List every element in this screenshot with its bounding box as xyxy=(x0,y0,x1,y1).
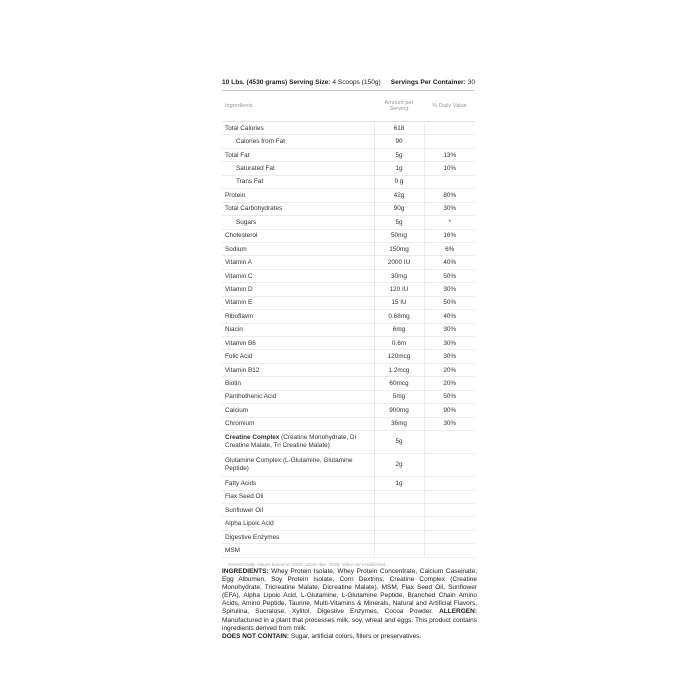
row-amount: 5g xyxy=(374,216,424,229)
row-name: Biotin xyxy=(222,377,374,390)
allergen-label: ALLERGEN: xyxy=(439,608,477,616)
row-daily-value: 30% xyxy=(424,417,475,430)
row-name: Vitamin D xyxy=(222,283,374,296)
row-amount xyxy=(374,503,424,516)
row-amount: 900mg xyxy=(374,404,424,417)
row-name: Saturated Fat xyxy=(222,162,374,175)
row-daily-value: * xyxy=(424,216,475,229)
row-name: Total Fat xyxy=(222,148,374,161)
row-name: Sodium xyxy=(222,242,374,255)
label-header xyxy=(222,76,475,91)
row-name: Digestive Enzymes xyxy=(222,530,374,543)
row-daily-value xyxy=(424,544,475,557)
row-daily-value xyxy=(424,431,475,454)
row-amount: 2g xyxy=(374,454,424,477)
row-name: Niacin xyxy=(222,323,374,336)
table-row xyxy=(222,202,475,215)
table-row xyxy=(222,454,475,477)
row-name-detail: (Creatine Monohydrate, Di Creatine Malate, Tri Creatine Malate) xyxy=(225,434,357,450)
row-amount: 0 g xyxy=(374,175,424,188)
row-amount: 50mg xyxy=(374,229,424,242)
table-row xyxy=(222,377,475,390)
row-daily-value: 30% xyxy=(424,283,475,296)
row-name: Sugars xyxy=(222,216,374,229)
table-row xyxy=(222,122,475,135)
row-daily-value: 90% xyxy=(424,404,475,417)
row-daily-value xyxy=(424,530,475,543)
table-row xyxy=(222,256,475,269)
row-amount xyxy=(374,490,424,503)
row-daily-value: 16% xyxy=(424,229,475,242)
row-name: Panthothenic Acid xyxy=(222,390,374,403)
row-amount: 1g xyxy=(374,477,424,490)
row-daily-value: 30% xyxy=(424,337,475,350)
row-daily-value: 30% xyxy=(424,202,475,215)
row-amount: 60mcg xyxy=(374,377,424,390)
row-name: Calories from Fat xyxy=(222,135,374,148)
container-size: 10 Lbs. (4530 grams) xyxy=(222,79,288,86)
row-amount xyxy=(374,517,424,530)
row-name: MSM xyxy=(222,544,374,557)
row-name-bold: Creatine Complex xyxy=(225,434,280,442)
column-header-ingredients: Ingredients xyxy=(222,91,374,122)
row-amount: 90g xyxy=(374,202,424,215)
row-name: Calcium xyxy=(222,404,374,417)
row-amount: 36mg xyxy=(374,417,424,430)
nutrition-table xyxy=(222,91,475,572)
row-amount: 5g xyxy=(374,148,424,161)
row-amount: 1g xyxy=(374,162,424,175)
row-amount xyxy=(374,544,424,557)
table-row xyxy=(222,135,475,148)
row-name: Cholesterol xyxy=(222,229,374,242)
row-amount: 30mg xyxy=(374,269,424,282)
table-row xyxy=(222,229,475,242)
table-row xyxy=(222,490,475,503)
row-name: Vitamin C xyxy=(222,269,374,282)
row-amount: 90 xyxy=(374,135,424,148)
servings-per-container-value: 30 xyxy=(467,79,475,86)
table-row xyxy=(222,503,475,516)
table-row xyxy=(222,417,475,430)
row-name: Vitamin A xyxy=(222,256,374,269)
table-row xyxy=(222,404,475,417)
row-amount: 42g xyxy=(374,189,424,202)
column-header-amount: Amount per Serving xyxy=(374,91,424,122)
ingredients-label: INGREDIENTS: xyxy=(222,568,269,575)
row-amount: 0.68mg xyxy=(374,310,424,323)
row-name: Trans Fat xyxy=(222,175,374,188)
table-row xyxy=(222,390,475,403)
row-amount: 1.2mcg xyxy=(374,363,424,376)
row-name: Vitamin E xyxy=(222,296,374,309)
row-daily-value: 40% xyxy=(424,310,475,323)
row-daily-value: 20% xyxy=(424,377,475,390)
row-daily-value xyxy=(424,503,475,516)
table-row xyxy=(222,350,475,363)
row-name: Folic Acid xyxy=(222,350,374,363)
ingredients-block xyxy=(222,568,477,641)
ingredients-text: Whey Protein Isolate, Whey Protein Concentrate, Calcium Caseinate, Egg Albumen, Soy Protein Isolate, Corn Dextrins, Creatine Complex (Creatine Monohydrate, Tricreatine Malate, Dicreatine Malate), MSM, Flax Seed Oil, Sunflower (EFA), Alpha Lipoic Acid, L-Glutamine, L-Glutamine Peptide, Branched Chain Amino Acids, Amino Peptide, Taurine, Multi-Vitamins & Minerals, Natural and Artificial Flavors, Spirulina, Sucralose, Xylitol, Digestive Enzymes, Cocoa Powder. xyxy=(222,568,477,616)
table-row xyxy=(222,517,475,530)
table-row xyxy=(222,530,475,543)
row-name: Total Calories xyxy=(222,122,374,135)
row-daily-value: 50% xyxy=(424,269,475,282)
row-daily-value: 13% xyxy=(424,148,475,161)
row-name: Vitamin B6 xyxy=(222,337,374,350)
row-name: Protein xyxy=(222,189,374,202)
table-row xyxy=(222,310,475,323)
row-amount: 2000 IU xyxy=(374,256,424,269)
row-daily-value: 30% xyxy=(424,350,475,363)
row-name: Flax Seed Oil xyxy=(222,490,374,503)
table-row xyxy=(222,162,475,175)
row-name: Vitamin B12 xyxy=(222,363,374,376)
row-name: Riboflavin xyxy=(222,310,374,323)
table-row xyxy=(222,477,475,490)
servings-per-container-label: Servings Per Container: xyxy=(390,79,466,86)
table-row xyxy=(222,269,475,282)
column-header-daily-value: % Daily Value xyxy=(424,91,475,122)
row-daily-value: 40% xyxy=(424,256,475,269)
row-name: Fatty Acids xyxy=(222,477,374,490)
row-name: Chromium xyxy=(222,417,374,430)
row-amount: 150mg xyxy=(374,242,424,255)
row-amount: 618 xyxy=(374,122,424,135)
does-not-contain-text: Sugar, artificial colors, fillers or preservatives. xyxy=(289,632,422,640)
table-row xyxy=(222,296,475,309)
table-body xyxy=(222,122,475,572)
row-amount: 120 IU xyxy=(374,283,424,296)
row-daily-value xyxy=(424,477,475,490)
row-daily-value: 80% xyxy=(424,189,475,202)
table-row xyxy=(222,431,475,454)
table-row xyxy=(222,175,475,188)
table-row xyxy=(222,216,475,229)
row-daily-value xyxy=(424,454,475,477)
serving-size-value: 4 Scoops (150g) xyxy=(332,79,381,86)
footnote: Percent Daily Values based on 2000 calorie diet. *Daily Value not established. xyxy=(228,562,387,568)
row-daily-value: 50% xyxy=(424,296,475,309)
table-header-row xyxy=(222,91,475,122)
row-amount: 5mg xyxy=(374,390,424,403)
row-daily-value: 6% xyxy=(424,242,475,255)
row-name: Glutamine Complex (L-Glutamine, Glutamine Peptide) xyxy=(222,454,374,477)
row-name: Alpha Lipoic Acid xyxy=(222,517,374,530)
row-amount xyxy=(374,530,424,543)
row-daily-value xyxy=(424,517,475,530)
allergen-text: Manufactured in a plant that processes milk, soy, wheat and eggs. This product contains ingredients derived from milk. xyxy=(222,616,477,632)
row-daily-value: 20% xyxy=(424,363,475,376)
row-amount: 6mg xyxy=(374,323,424,336)
table-row xyxy=(222,363,475,376)
table-row xyxy=(222,337,475,350)
does-not-contain-label: DOES NOT CONTAIN: xyxy=(222,632,290,640)
row-daily-value: 30% xyxy=(424,323,475,336)
row-daily-value: 10% xyxy=(424,162,475,175)
row-name: Total Carbohydrates xyxy=(222,202,374,215)
table-row xyxy=(222,242,475,255)
row-daily-value xyxy=(424,175,475,188)
row-amount: 15 IU xyxy=(374,296,424,309)
row-amount: 120mcg xyxy=(374,350,424,363)
table-row xyxy=(222,544,475,557)
supplement-facts-label xyxy=(222,76,475,572)
table-row xyxy=(222,323,475,336)
row-daily-value xyxy=(424,122,475,135)
serving-size-label: Serving Size: xyxy=(289,79,331,86)
row-amount: 0.6m xyxy=(374,337,424,350)
table-row xyxy=(222,189,475,202)
row-daily-value xyxy=(424,490,475,503)
table-row xyxy=(222,148,475,161)
row-name: Sunflower Oil xyxy=(222,503,374,516)
row-name xyxy=(222,431,374,454)
row-daily-value: 50% xyxy=(424,390,475,403)
row-daily-value xyxy=(424,135,475,148)
table-row xyxy=(222,283,475,296)
row-amount: 5g xyxy=(374,431,424,454)
